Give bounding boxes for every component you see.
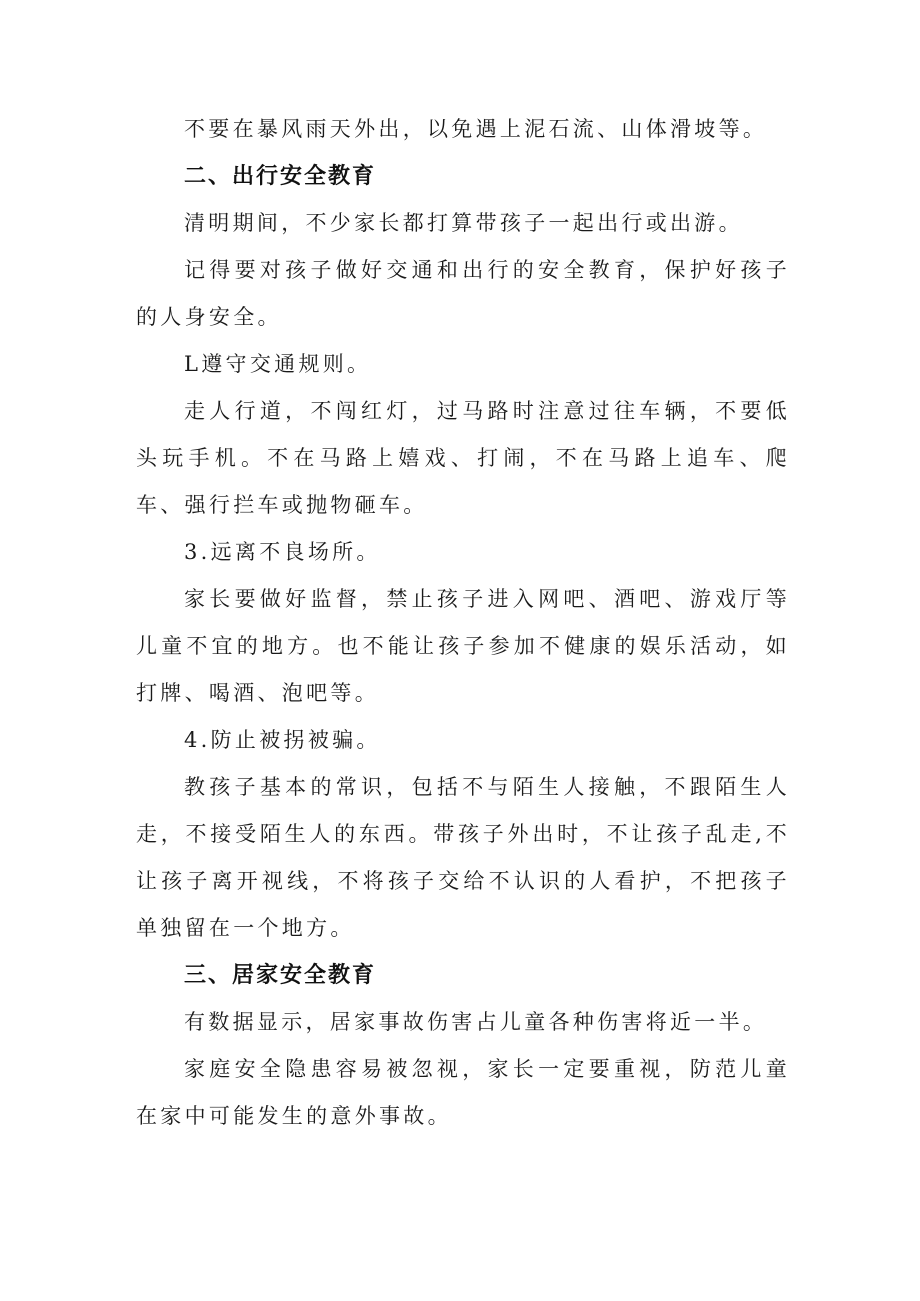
item-traffic-rules-title: L遵守交通规则。	[184, 352, 372, 376]
paragraph-traffic-rules: 走人行道，不闯红灯，过马路时注意过往车辆，不要低头玩手机。不在马路上嬉戏、打闹，不在马路上追车、爬车、强行拦车或抛物砸车。	[136, 399, 790, 517]
paragraph-home-accident-data: 有数据显示，居家事故伤害占儿童各种伤害将近一半。	[184, 1010, 768, 1034]
paragraph-anti-abduction: 教孩子基本的常识，包括不与陌生人接触，不跟陌生人走，不接受陌生人的东西。带孩子外出时，不让孩子乱走,不让孩子离开视线，不将孩子交给不认识的人看护，不把孩子单独留在一个地方。	[136, 775, 790, 940]
section-heading-travel-safety: 二、出行安全教育	[184, 164, 377, 189]
paragraph-storm-warning: 不要在暴风雨天外出，以免遇上泥石流、山体滑坡等。	[184, 117, 768, 141]
item-anti-abduction-title: 4.防止被拐被骗。	[184, 728, 381, 752]
document-body	[136, 106, 790, 1140]
paragraph-home-hazards: 家庭安全隐患容易被忽视，家长一定要重视，防范儿童在家中可能发生的意外事故。	[136, 1057, 790, 1128]
item-avoid-places-title: 3.远离不良场所。	[184, 540, 381, 564]
paragraph-travel-education: 记得要对孩子做好交通和出行的安全教育，保护好孩子的人身安全。	[136, 258, 790, 329]
paragraph-qingming-travel: 清明期间，不少家长都打算带孩子一起出行或出游。	[184, 211, 743, 235]
paragraph-avoid-places: 家长要做好监督，禁止孩子进入网吧、酒吧、游戏厅等儿童不宜的地方。也不能让孩子参加不健康的娱乐活动，如打牌、喝酒、泡吧等。	[136, 587, 790, 705]
section-heading-home-safety: 三、居家安全教育	[184, 963, 377, 988]
